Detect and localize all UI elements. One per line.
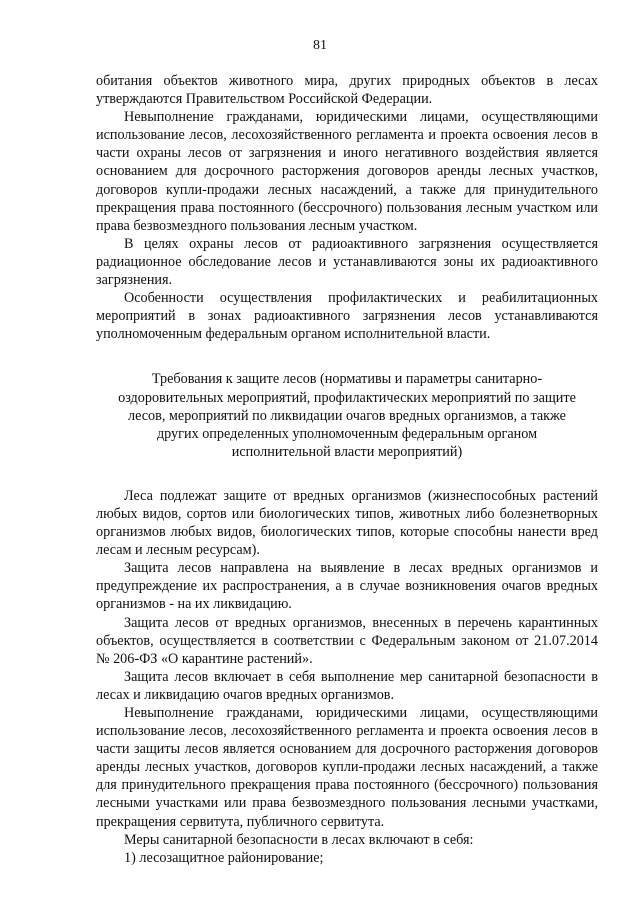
paragraph-harmful-organisms: Леса подлежат защите от вредных организмов (жизнеспособных растений любых видов, сортов или биологических типов, животных либо болезнетворных организмов любых видов, биологических типов, которые способны нанести вред лесам и лесным ресурсам). bbox=[96, 487, 598, 559]
paragraph-violation-protection: Невыполнение гражданами, юридическими лицами, осуществляющими использование лесов, лесохозяйственного регламента и проекта освоения лесов в части охраны лесов от загрязнения и иного негативного воздействия является основанием для досрочного расторжения договоров аренды лесных участков, договоров купли-продажи лесных насаждений, а также для принудительного прекращения права постоянного (бессрочного) пользования лесным участком или права безвозмездного пользования лесным участком. bbox=[96, 109, 598, 234]
list-item-zoning: 1) лесозащитное районирование; bbox=[124, 849, 324, 866]
paragraph-protection-aim: Защита лесов направлена на выявление в лесах вредных организмов и предупреждение их распространения, а в случае возникновения очагов вредных организмов - на их ликвидацию. bbox=[96, 560, 598, 613]
paragraph-violation-defense: Невыполнение гражданами, юридическими лицами, осуществляющими использование лесов, лесохозяйственного регламента и проекта освоения лесов в части защиты лесов является основанием для досрочного расторжения договоров аренды лесных участков, договоров купли-продажи лесных насаждений, а также для принудительного прекращения права постоянного (бессрочного) пользования лесными участками или права безвозмездного пользования лесными участками, прекращения сервитута, публичного сервитута. bbox=[96, 705, 598, 830]
paragraph-radiation-measures: Особенности осуществления профилактических и реабилитационных мероприятий в зонах радиоактивного загрязнения лесов устанавливаются уполномоченным федеральным органом исполнительной власти. bbox=[96, 290, 598, 343]
paragraph-sanitary-measures: Защита лесов включает в себя выполнение мер санитарной безопасности в лесах и ликвидацию очагов вредных организмов. bbox=[96, 668, 598, 703]
paragraph-sanitary-list-intro: Меры санитарной безопасности в лесах включают в себя: bbox=[124, 831, 474, 848]
document-body bbox=[96, 72, 598, 867]
page-number: 81 bbox=[313, 38, 327, 53]
section-heading: Требования к защите лесов (нормативы и параметры санитарно-оздоровительных мероприятий, профилактических мероприятий по защите лесов, мероприятий по ликвидации очагов вредных организмов, а также других определенных уполномоченным федеральным органом исполнительной власти мероприятий) bbox=[118, 371, 576, 460]
paragraph-quarantine: Защита лесов от вредных организмов, внесенных в перечень карантинных объектов, осуществляется в соответствии с Федеральным законом от 21.07.2014 № 206-ФЗ «О карантине растений». bbox=[96, 614, 598, 667]
paragraph-radiation-survey: В целях охраны лесов от радиоактивного загрязнения осуществляется радиационное обследование лесов и устанавливаются зоны их радиоактивного загрязнения. bbox=[96, 235, 598, 289]
paragraph-continuation: обитания объектов животного мира, других природных объектов в лесах утверждаются Правительством Российской Федерации. bbox=[96, 73, 598, 108]
